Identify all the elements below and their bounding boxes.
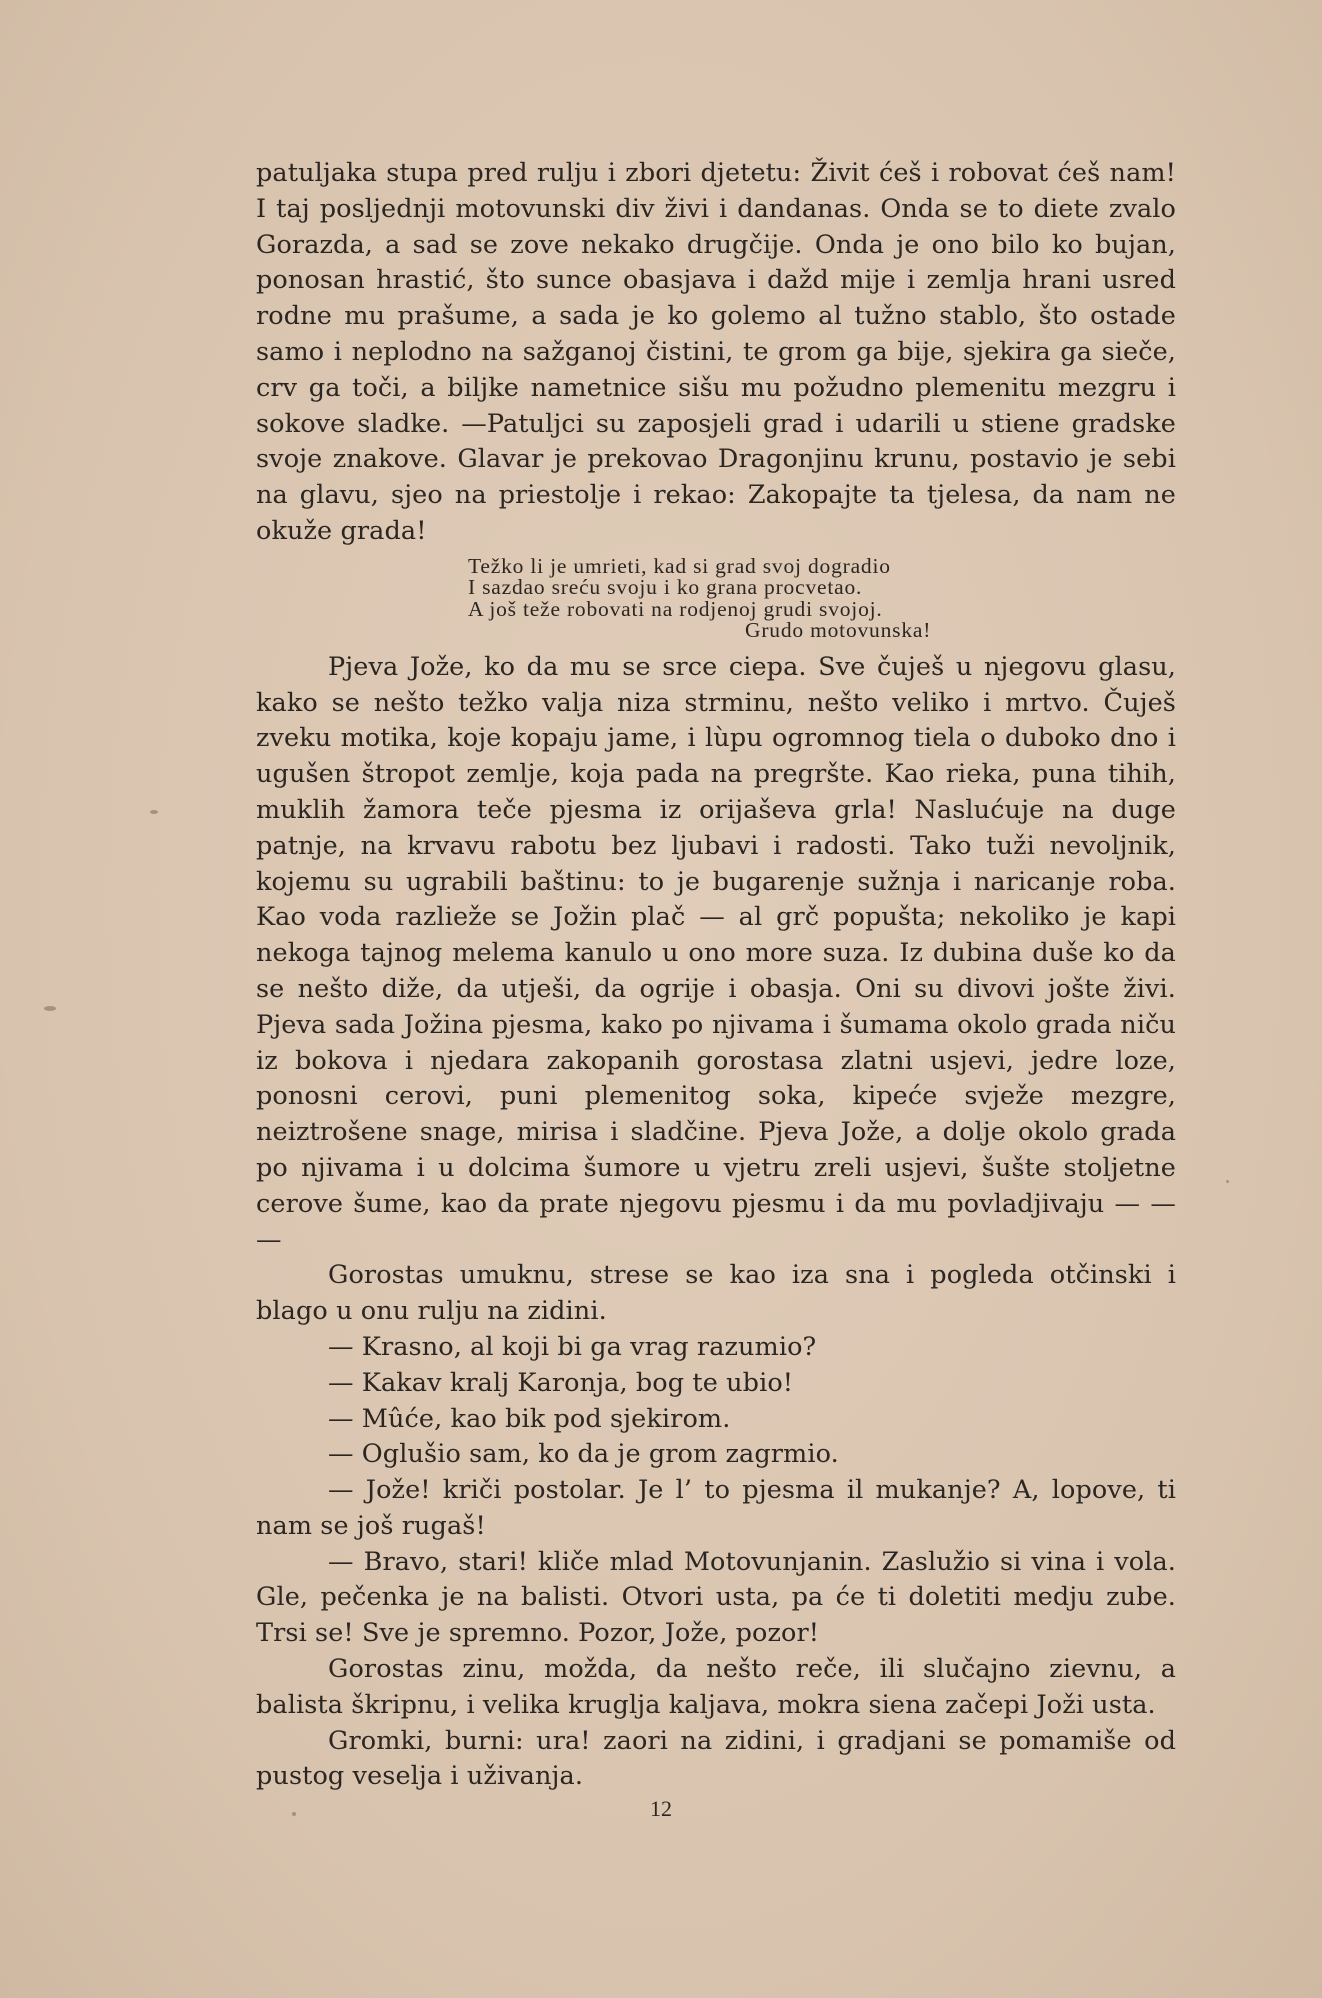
- paragraph: Gromki, burni: ura! zaori na zidini, i gradjani se pomamiše od pustog veselja i uživanja.: [256, 1725, 1176, 1792]
- dialogue-line: — Bravo, stari! kliče mlad Motovunjanin. Zaslužio si vina i vola. Gle, pečenka je na balisti. Otvori usta, pa će ti doletiti medju zube. Trsi se! Sve je spremno. Pozor, Jože, pozor!: [256, 1546, 1176, 1649]
- dialogue-line: — Jože! kriči postolar. Je l’ to pjesma il mukanje? A, lopove, ti nam se još rugaš!: [256, 1475, 1176, 1541]
- paper-speck: [44, 1006, 56, 1011]
- paragraph: Pjeva Jože, ko da mu se srce ciepa. Sve čuješ u njegovu glasu, kako se nešto težko valja niza strminu, nešto veliko i mrtvo. Čuješ zveku motika, koje kopaju jame, i lùpu ogromnog tiela o duboko dno i ugušen štropot zemlje, koja pada na pregršte. Kao rieka, puna tihih, muklih žamora teče pjesma iz orijaševa grla! Naslućuje na duge patnje, na krvavu rabotu bez ljubavi i radosti. Tako tuži nevoljnik, kojemu su ugrabili baštinu: to je bugarenje sužnja i naricanje roba. Kao voda razlieže se Jožin plač — al grč popušta; nekoliko je kapi nekoga tajnog melema kanulo u ono more suza. Iz dubina duše ko da se nešto diže, da utješi, da ogrije i obasja. Oni su divovi jošte živi. Pjeva sada Jožina pjesma, kako po njivama i šumama okolo grada niču iz bokova i njedara zakopanih gorostasa zlatni usjevi, jedre loze, ponosni cerovi, puni plemenitog soka, kipeće svježe mezgre, neiztrošene snage, mirisa i sladčine. Pjeva Jože, a dolje okolo grada po njivama i u dolcima šumore u vjetru zreli usjevi, šušte stoljetne cerove šume, kao da prate njegovu pjesmu i da mu povladjivaju — — —: [256, 651, 1176, 1255]
- poem-line: A još teže robovati na rodjenoj grudi svojoj.: [468, 596, 883, 621]
- paper-speck: [150, 810, 158, 814]
- poem-line: Težko li je umrieti, kad si grad svoj dogradio: [468, 553, 891, 578]
- poem-line: Grudo motovunska!: [745, 618, 932, 643]
- paper-speck: [292, 1812, 296, 1816]
- poem-line: I sazdao sreću svoju i ko grana procvetao.: [468, 575, 863, 600]
- dialogue-line: — Mûće, kao bik pod sjekirom.: [328, 1403, 731, 1434]
- paragraph: patuljaka stupa pred rulju i zbori djetetu: Živit ćeš i robovat ćeš nam! I taj posljednji motovunski div živi i dandanas. Onda se to diete zvalo Gorazda, a sad se zove nekako drugčije. Onda je ono bilo ko bujan, ponosan hrastić, što sunce obasjava i dažd mije i zemlja hrani usred rodne mu prašume, a sada je ko golemo al tužno stablo, što ostade samo i neplodno na sažganoj čistini, te grom ga bije, sjekira ga sieče, crv ga toči, a biljke nametnice sišu mu požudno plemenitu mezgru i sokove sladke. —Patuljci su zaposjeli grad i udarili u stiene gradske svoje znakove. Glavar je prekovao Dragonjinu krunu, postavio je sebi na glavu, sjeo na priestolje i rekao: Zakopajte ta tjelesa, da nam ne okuže grada!: [256, 158, 1176, 546]
- dialogue-line: — Krasno, al koji bi ga vrag razumio?: [328, 1331, 817, 1362]
- paragraph: Gorostas umuknu, strese se kao iza sna i pogleda otčinski i blago u onu rulju na zidini.: [256, 1260, 1176, 1327]
- paper-speck: [1226, 1180, 1229, 1183]
- paragraph: Gorostas zinu, možda, da nešto reče, ili slučajno zievnu, a balista škripnu, i velika kruglja kaljava, mokra siena začepi Joži usta.: [256, 1654, 1176, 1720]
- dialogue-line: — Oglušio sam, ko da je grom zagrmio.: [328, 1439, 839, 1470]
- page-body: [256, 156, 1176, 1795]
- poem: [468, 553, 1176, 643]
- page-number: 12: [650, 1796, 672, 1821]
- dialogue-line: — Kakav kralj Karonja, bog te ubio!: [328, 1367, 794, 1398]
